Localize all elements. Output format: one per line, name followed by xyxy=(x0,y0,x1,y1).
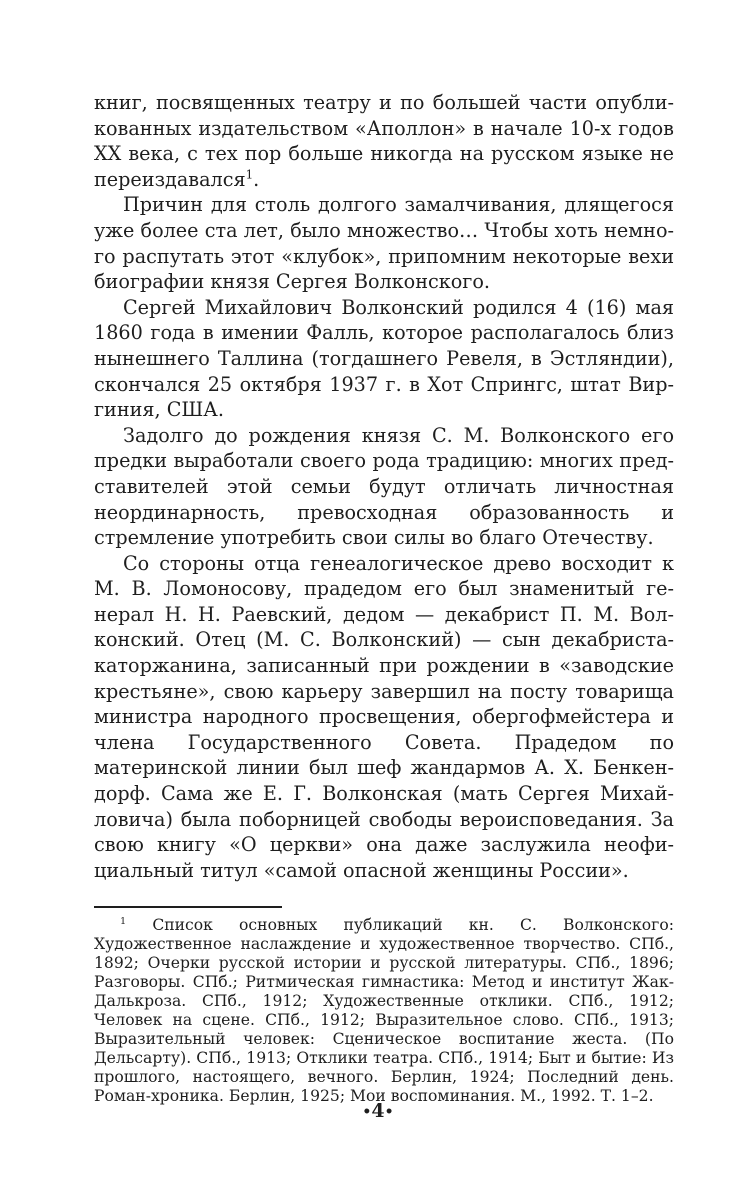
footnotes xyxy=(94,916,674,1106)
main-text xyxy=(94,90,674,883)
paragraph-2: Причин для столь долгого замалчивания, длящегося уже более ста лет, было множество… Чтобы хоть немного распутать этот «клубок», припомним некоторые вехи биографии князя Сергея Волконского. xyxy=(94,193,674,294)
footnote-separator xyxy=(94,906,282,908)
page-number-value: 4 xyxy=(371,1100,385,1122)
paragraph-1 xyxy=(94,90,674,192)
paragraph-3: Сергей Михайлович Волконский родился 4 (16) мая 1860 года в имении Фалль, которое располагалось близ нынешнего Таллина (тогдашнего Ревеля, в Эстляндии), скончался 25 октября 1937 г. в Хот Спрингс, штат Виргиния, США. xyxy=(94,295,674,422)
footnote-1-text: Список основных публикаций кн. С. Волконского: Художественное наслаждение и художественное творчество. СПб., 1892; Очерки русской истории и русской литературы. СПб., 1896; Разговоры. СПб.; Ритмическая гимнастика: Метод и институт Жак-Далькроза. СПб., 1912; Художественные отклики. СПб., 1912; Человек на сцене. СПб., 1912; Выразительное слово. СПб., 1913; Выразительный человек: Сценическое воспитание жеста. (По Дельсарту). СПб., 1913; Отклики театра. СПб., 1914; Быт и бытие: Из прошлого, настоящего, вечного. Берлин, 1924; Последний день. Роман-хроника. Берлин, 1925; Мои воспоминания. М., 1992. Т. 1–2. xyxy=(94,916,674,1105)
paragraph-1-tail: . xyxy=(253,167,260,191)
paragraph-4: Задолго до рождения князя С. М. Волконского его предки выработали своего рода традицию: многих представителей этой семьи будут отличать личностная неординарность, превосходная образованность и стремление употребить свои силы во благо Отечеству. xyxy=(94,423,674,550)
page-number-right-ornament: • xyxy=(384,1104,394,1120)
paragraph-5: Со стороны отца генеалогическое древо восходит к М. В. Ломоносову, прадедом его был знаменитый генерал Н. Н. Раевский, дедом — декабрист П. М. Волконский. Отец (М. С. Волконский) — сын декабриста-каторжанина, записанный при рождении в «заводские крестьяне», свою карьеру завершил на посту товарища министра народного просвещения, обергофмейстера и члена Государственного Совета. Прадедом по материнской линии был шеф жандармов А. Х. Бенкендорф. Сама же Е. Г. Волконская (мать Сергея Михайловича) была поборницей свободы вероисповедания. За свою книгу «О церкви» она даже заслужила неофициальный титул «самой опасной женщины России». xyxy=(94,551,674,882)
page-number-left-ornament: • xyxy=(362,1104,372,1120)
footnote-marker: 1 xyxy=(120,915,127,927)
paragraph-1-text: книг, посвященных театру и по большей части опубликованных издательством «Аполлон» в начале 10-х годов XX века, с тех пор больше никогда на русском языке не переиздавался xyxy=(94,91,674,191)
footnote-ref-1[interactable]: 1 xyxy=(245,167,254,182)
page-number xyxy=(0,1100,756,1122)
footnote-1 xyxy=(94,916,674,1106)
